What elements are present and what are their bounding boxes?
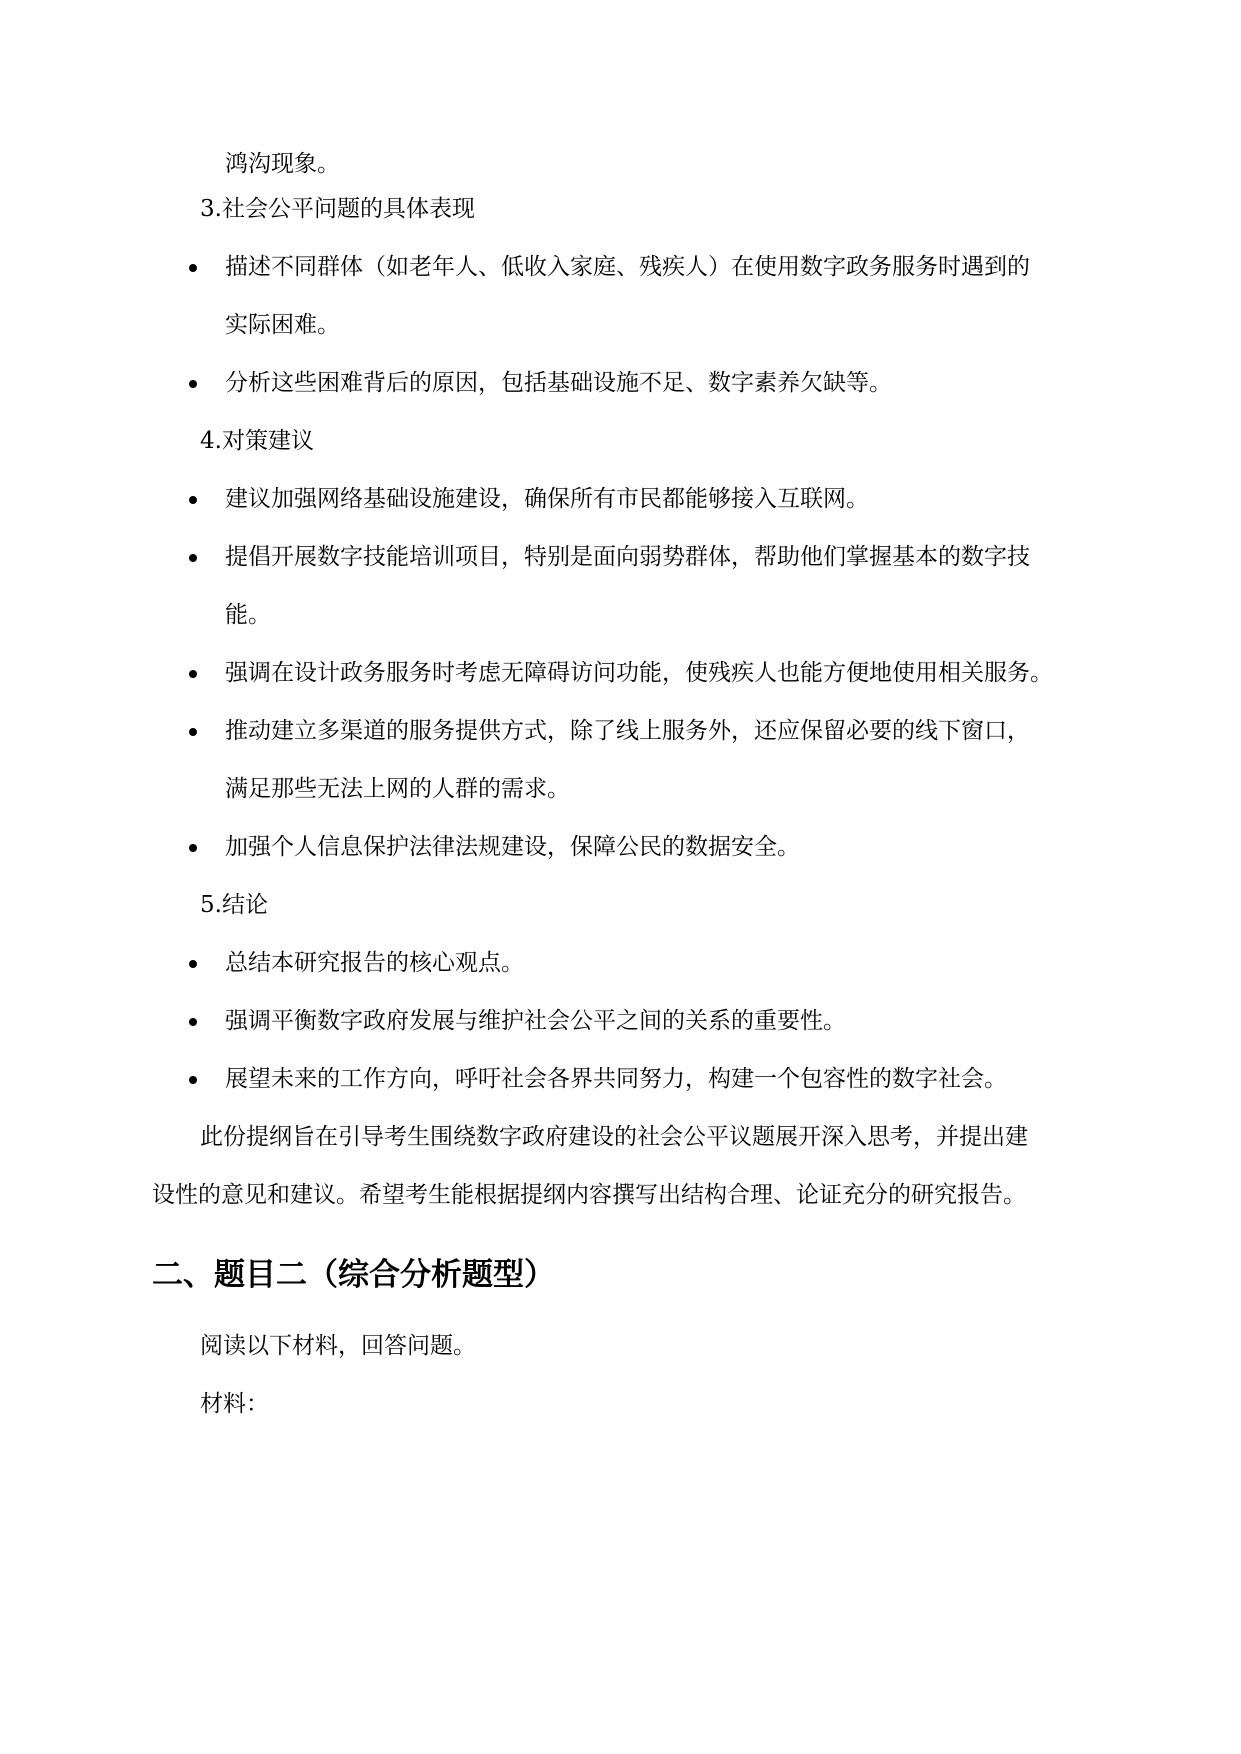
bullet-icon [189, 960, 197, 968]
bullet-icon [189, 264, 197, 272]
list-item: 描述不同群体（如老年人、低收入家庭、残疾人）在使用数字政务服务时遇到的 [225, 254, 1030, 280]
bullet-icon [189, 728, 197, 736]
list-item: 建议加强网络基础设施建设，确保所有市民都能够接入互联网。 [225, 486, 869, 512]
bullet-icon [189, 1018, 197, 1026]
list-item: 加强个人信息保护法律法规建设，保障公民的数据安全。 [225, 834, 800, 860]
instruction-text: 阅读以下材料，回答问题。 [200, 1333, 476, 1359]
bullet-icon [189, 496, 197, 504]
bullet-icon [189, 670, 197, 678]
list-item: 强调平衡数字政府发展与维护社会公平之间的关系的重要性。 [225, 1008, 846, 1034]
list-item: 推动建立多渠道的服务提供方式，除了线上服务外，还应保留必要的线下窗口， [225, 718, 1030, 744]
closing-paragraph-line: 此份提纲旨在引导考生围绕数字政府建设的社会公平议题展开深入思考，并提出建 [200, 1124, 1028, 1150]
continuation-line: 鸿沟现象。 [225, 151, 340, 177]
list-item: 分析这些困难背后的原因，包括基础设施不足、数字素养欠缺等。 [225, 370, 892, 396]
list-item: 提倡开展数字技能培训项目，特别是面向弱势群体，帮助他们掌握基本的数字技 [225, 544, 1030, 570]
section-heading: 二、题目二（综合分析题型） [152, 1257, 555, 1293]
list-item: 强调在设计政务服务时考虑无障碍访问功能，使残疾人也能方便地使用相关服务。 [225, 660, 1053, 686]
section-5-title: 5.结论 [200, 892, 268, 918]
bullet-icon [189, 380, 197, 388]
section-3-title: 3.社会公平问题的具体表现 [200, 196, 475, 222]
list-item-continuation: 实际困难。 [225, 312, 340, 338]
list-item-continuation: 满足那些无法上网的人群的需求。 [225, 776, 570, 802]
bullet-icon [189, 844, 197, 852]
material-label: 材料： [200, 1391, 269, 1417]
list-item-continuation: 能。 [225, 602, 271, 628]
section-4-title: 4.对策建议 [200, 428, 314, 454]
bullet-icon [189, 554, 197, 562]
closing-paragraph-line: 设性的意见和建议。希望考生能根据提纲内容撰写出结构合理、论证充分的研究报告。 [152, 1182, 1026, 1208]
bullet-icon [189, 1076, 197, 1084]
list-item: 展望未来的工作方向，呼吁社会各界共同努力，构建一个包容性的数字社会。 [225, 1066, 1007, 1092]
list-item: 总结本研究报告的核心观点。 [225, 950, 524, 976]
